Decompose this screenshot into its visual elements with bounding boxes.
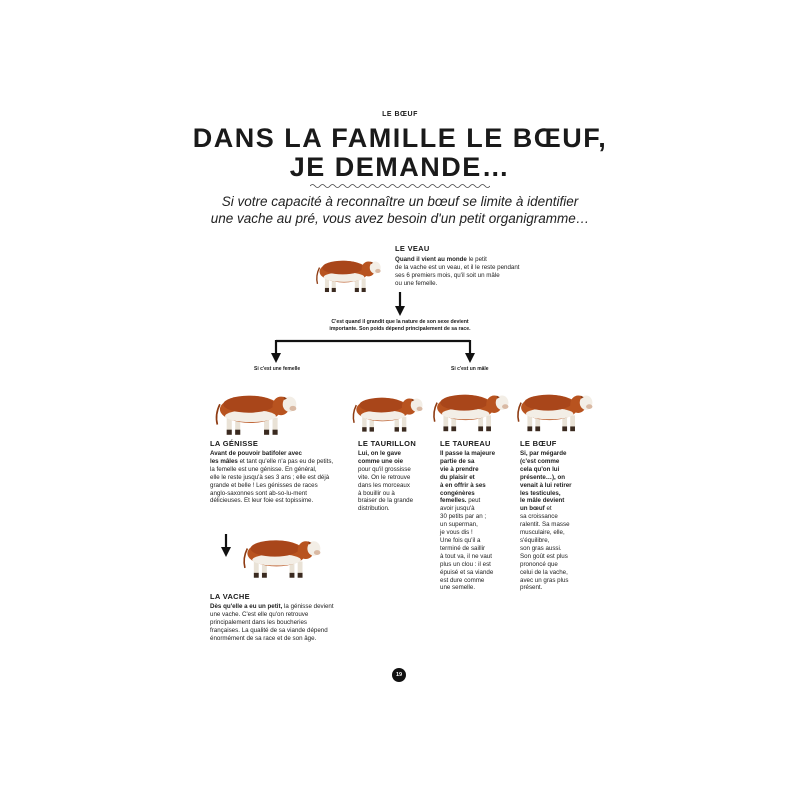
taureau-line: épuisé et sa viande	[440, 568, 494, 576]
taureau-line: peut	[468, 497, 481, 505]
taureau-bold: Il passe la majeure	[440, 450, 496, 457]
boeuf-line: présent.	[520, 584, 543, 592]
growth-note	[320, 319, 480, 333]
boeuf-bold: le mâle devient	[520, 497, 565, 505]
taureau-line: à tout va, il ne vaut	[440, 552, 492, 560]
young-bull-illustration	[346, 386, 424, 436]
taureau-bold: partie de sa	[440, 457, 475, 465]
boeuf-bold: Si, par mégarde	[520, 450, 567, 457]
boeuf-line: ralentit. Sa masse	[520, 521, 570, 529]
taurillon-line: vite. On le retrouve	[358, 473, 411, 481]
taureau-bold: à en offrir à ses	[440, 481, 486, 489]
bull-illustration	[426, 382, 510, 436]
boeuf-line: sa croissance	[520, 513, 558, 521]
taureau-line: un superman,	[440, 521, 478, 529]
vache-lead: Dès qu'elle a eu un petit,	[210, 603, 283, 610]
taureau-bold: du plaisir et	[440, 473, 475, 481]
boeuf-bold: venait à lui retirer	[520, 481, 572, 489]
subtitle-line-2: une vache au pré, vous avez besoin d'un petit organigramme…	[210, 211, 590, 226]
vache-line: principalement dans les boucheries	[210, 618, 307, 626]
veau-line: ses 6 premiers mois, qu'il soit un mâle	[395, 271, 500, 279]
title-line-2: JE DEMANDE…	[289, 152, 511, 182]
cow-illustration	[236, 528, 322, 582]
subtitle-line-1: Si votre capacité à reconnaître un bœuf se limite à identifier	[221, 194, 579, 209]
boeuf-line: son gras aussi.	[520, 544, 562, 552]
vache-label: LA VACHE	[210, 592, 250, 601]
genisse-label: LA GÉNISSE	[210, 439, 259, 448]
boeuf-line: musculaire, elle,	[520, 529, 565, 537]
taureau-bold: femelles.	[440, 497, 467, 505]
veau-label: LE VEAU	[395, 244, 430, 253]
taurillon-bold: Lui, on le gave	[358, 450, 401, 457]
genisse-text	[210, 450, 355, 505]
taureau-line: je vous dis !	[440, 529, 473, 537]
genisse-line: la femelle est une génisse. En général,	[210, 465, 317, 473]
boeuf-bold: présente…), on	[520, 473, 566, 481]
ox-illustration	[510, 382, 594, 436]
boeuf-text	[520, 450, 600, 592]
vache-line: françaises. La qualité de sa viande dépend	[210, 626, 328, 634]
taurillon-line: braiser de la grande	[358, 497, 414, 505]
boeuf-line: Son goût est plus	[520, 552, 568, 560]
taureau-label: LE TAUREAU	[440, 439, 491, 448]
veau-lead: Quand il vient au monde	[395, 256, 467, 263]
growth-note-line: importante. Son poids dépend principalement de sa race.	[329, 326, 471, 332]
boeuf-line: prononcé que	[520, 560, 558, 568]
veau-line: le petit	[468, 256, 487, 263]
veau-line: de la vache est un veau, et il le reste pendant	[395, 263, 520, 271]
vache-line: la génisse devient	[284, 603, 334, 610]
title-line-1: DANS LA FAMILLE LE BŒUF,	[192, 123, 608, 153]
taureau-line: Une fois qu'il a	[440, 536, 481, 544]
boeuf-bold: cela qu'on lui	[520, 465, 560, 473]
vache-line: une vache. C'est elle qu'on retrouve	[210, 610, 309, 618]
boeuf-label: LE BŒUF	[520, 439, 557, 448]
page-number: 19	[392, 668, 406, 682]
genisse-line: grande et belle ! Les génisses de races	[210, 481, 318, 489]
veau-line: ou une femelle.	[395, 279, 438, 287]
taureau-bold: vie à prendre	[440, 465, 479, 473]
branch-female: Si c'est une femelle	[254, 366, 301, 372]
taurillon-line: distribution.	[358, 505, 390, 513]
taureau-line: est dure comme	[440, 576, 485, 584]
taurillon-line: à bouillir ou à	[358, 489, 395, 497]
taureau-bold: congénères	[440, 489, 475, 497]
taureau-line: avoir jusqu'à	[440, 505, 475, 513]
taureau-text	[440, 450, 512, 592]
taureau-line: terminé de saillir	[440, 544, 486, 552]
genisse-line: délicieuses. Et leur foie est topissime.	[210, 497, 314, 505]
taureau-line: plus un clou : il est	[440, 560, 491, 568]
genisse-line: elle le reste jusqu'à ses 3 ans ; elle est déjà	[210, 473, 330, 481]
taurillon-line: pour qu'il grossisse	[358, 465, 411, 473]
taurillon-line: dans les morceaux	[358, 481, 410, 489]
genisse-line: et tant qu'elle n'a pas eu de petits,	[239, 457, 334, 465]
boeuf-bold: les testicules,	[520, 489, 561, 497]
genisse-lead: Avant de pouvoir batifoler avec	[210, 450, 302, 457]
vache-line: énormément de sa race et de son âge.	[210, 634, 317, 642]
taureau-line: une semelle.	[440, 584, 476, 592]
genisse-line: anglo-saxonnes sont ab-so-lu-ment	[210, 489, 307, 497]
taureau-line: 30 petits par an ;	[440, 513, 487, 521]
genisse-bold: les mâles	[210, 457, 238, 465]
taurillon-text	[358, 450, 436, 513]
boeuf-line: celui de la vache,	[520, 568, 568, 576]
branch-male: Si c'est un mâle	[451, 366, 489, 372]
boeuf-bold: (c'est comme	[520, 457, 560, 465]
taurillon-bold: comme une oie	[358, 457, 404, 465]
boeuf-line: avec un gras plus	[520, 576, 569, 584]
growth-note-line: C'est quand il grandit que la nature de son sexe devient	[331, 319, 469, 325]
vache-text	[210, 603, 370, 643]
boeuf-bold: un bœuf	[520, 505, 545, 513]
heifer-illustration	[208, 384, 298, 438]
boeuf-line: et	[546, 505, 552, 513]
taurillon-label: LE TAURILLON	[358, 439, 417, 448]
boeuf-line: s'équilibre,	[520, 536, 550, 544]
section-kicker: LE BŒUF	[382, 111, 418, 118]
